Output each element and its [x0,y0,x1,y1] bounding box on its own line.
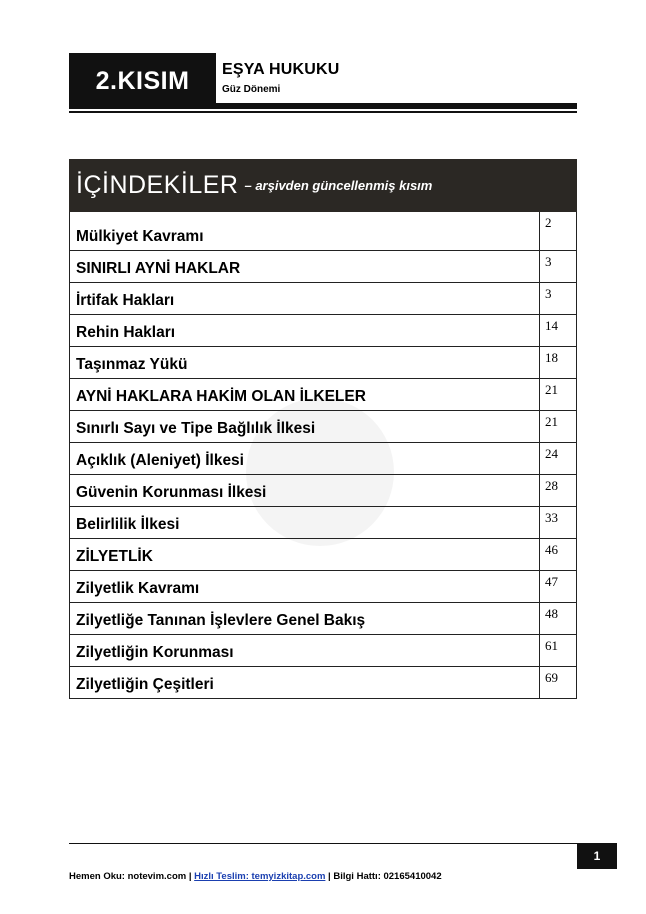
toc-entry-label: Belirlilik İlkesi [76,516,180,533]
toc-entry-label: AYNİ HAKLARA HAKİM OLAN İLKELER [76,388,366,405]
footer-info-line: Bilgi Hattı: 02165410042 [333,871,442,882]
section-label: 2.KISIM [69,53,216,109]
toc-entry-label: Güvenin Korunması İlkesi [76,484,267,501]
footer-read-text: Hemen Oku: notevim.com [69,871,187,882]
toc-entry-label: SINIRLI AYNİ HAKLAR [76,260,241,277]
toc-entry-page: 2 [539,212,576,250]
footer-delivery-link[interactable]: Hızlı Teslim: temyizkitap.com [194,871,326,882]
toc-row [69,379,577,411]
toc-entry-page: 3 [539,251,576,282]
toc-entry-label: Zilyetliğin Çeşitleri [76,676,214,693]
toc-entry-page: 18 [539,347,576,378]
toc-entry-label: Taşınmaz Yükü [76,356,188,373]
page-subtitle: Güz Dönemi [222,84,281,95]
toc-heading-subtitle: – arşivden güncellenmiş kısım [244,178,433,193]
toc-row [69,635,577,667]
toc-entry-label: Zilyetlik Kavramı [76,580,200,597]
header-rule [69,103,577,109]
page-number: 1 [577,843,617,869]
toc-entry-page: 28 [539,475,576,506]
toc-row [69,315,577,347]
footer [69,871,442,882]
toc-row [69,212,577,251]
toc-heading-title: İÇİNDEKİLER [76,171,239,199]
toc-entry-page: 48 [539,603,576,634]
toc-row [69,539,577,571]
table-of-contents [69,159,577,699]
toc-row [69,507,577,539]
toc-entry-label: Rehin Hakları [76,324,176,341]
toc-row [69,411,577,443]
header-rule-thin [69,111,577,113]
toc-entry-page: 47 [539,571,576,602]
toc-entry-label: Açıklık (Aleniyet) İlkesi [76,452,244,469]
toc-row [69,283,577,315]
toc-entry-label: İrtifak Hakları [76,292,175,309]
toc-heading [69,159,577,212]
toc-row [69,443,577,475]
toc-row [69,571,577,603]
footer-separator: | [325,871,334,882]
toc-entry-page: 3 [539,283,576,314]
toc-entry-label: Sınırlı Sayı ve Tipe Bağlılık İlkesi [76,420,316,437]
toc-row [69,667,577,699]
toc-entry-page: 69 [539,667,576,698]
toc-row [69,251,577,283]
toc-entry-label: Mülkiyet Kavramı [76,228,204,245]
toc-entry-label: Zilyetliğin Korunması [76,644,234,661]
toc-entry-page: 46 [539,539,576,570]
toc-entry-page: 21 [539,379,576,410]
toc-entry-page: 21 [539,411,576,442]
page-title: EŞYA HUKUKU [222,61,340,78]
toc-row [69,475,577,507]
footer-separator: | [186,871,195,882]
toc-entry-page: 24 [539,443,576,474]
footer-rule [69,843,577,844]
toc-rows [69,212,577,699]
toc-entry-label: ZİLYETLİK [76,548,153,565]
toc-row [69,347,577,379]
toc-entry-page: 61 [539,635,576,666]
toc-entry-page: 14 [539,315,576,346]
toc-entry-label: Zilyetliğe Tanınan İşlevlere Genel Bakış [76,612,366,629]
toc-entry-page: 33 [539,507,576,538]
toc-row [69,603,577,635]
